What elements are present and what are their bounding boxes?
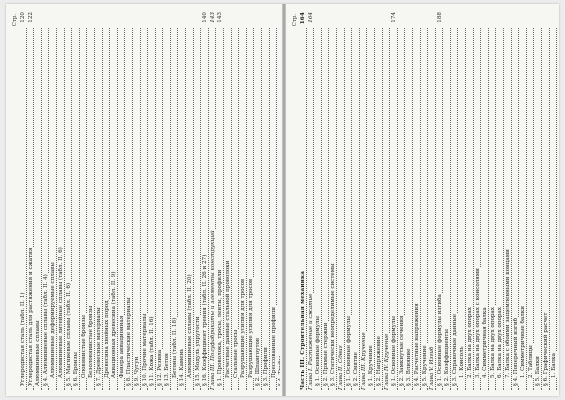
chapter-heading bbox=[384, 12, 392, 390]
toc-entry bbox=[66, 12, 74, 390]
leader-dots bbox=[261, 28, 262, 390]
toc-entry bbox=[452, 12, 460, 390]
toc-entry bbox=[323, 12, 331, 390]
toc-entry bbox=[179, 12, 187, 390]
toc-entry bbox=[172, 12, 180, 390]
toc-entry bbox=[217, 12, 225, 390]
toc-entry bbox=[50, 12, 58, 390]
toc-entry-label: § 5. Магниевые сплавы (табл. II. 6) bbox=[65, 282, 72, 386]
leader-dots bbox=[412, 28, 413, 390]
toc-entry-page: 164 bbox=[308, 12, 316, 28]
toc-entry bbox=[28, 12, 36, 390]
leader-dots bbox=[556, 28, 557, 390]
toc-entry bbox=[368, 12, 376, 390]
toc-entry bbox=[391, 12, 399, 390]
leader-dots bbox=[435, 28, 436, 390]
toc-entry-label: § 3. Влияние bbox=[406, 348, 413, 386]
leader-dots bbox=[56, 28, 57, 390]
toc-entry bbox=[20, 12, 28, 390]
toc-entry bbox=[126, 12, 134, 390]
toc-entry-label: 1. Балка bbox=[550, 353, 557, 378]
toc-entry-label: Алюминиевые сплавы bbox=[35, 320, 42, 386]
toc-entry-label: Оловянистые бронзы bbox=[80, 315, 87, 378]
toc-entry-label: 4. Симметричная балка bbox=[482, 307, 489, 378]
toc-entry-label: Глава III. Полуфабрикаты и элементы конструкций bbox=[209, 230, 216, 390]
toc-entry-label: Часть III. Строительная механика bbox=[300, 270, 306, 390]
toc-entry bbox=[315, 12, 323, 390]
toc-entry-label: § 1. Проволока, тросы, ленты, профили bbox=[217, 269, 224, 386]
leader-dots bbox=[269, 28, 270, 390]
toc-entry bbox=[543, 12, 551, 390]
leader-dots bbox=[374, 28, 375, 390]
leader-dots bbox=[223, 28, 224, 390]
toc-entry-label: § 11. Кожа (табл. II. 16) bbox=[149, 316, 156, 386]
toc-entry-label: § 5. Балки bbox=[535, 356, 542, 386]
toc-entry-page: 143 bbox=[210, 12, 218, 28]
toc-entry-label: Глава II. Сдвиг bbox=[337, 345, 344, 390]
toc-entry bbox=[240, 12, 248, 390]
leader-dots bbox=[503, 28, 504, 390]
toc-entry-page: 174 bbox=[391, 12, 399, 28]
toc-entry-label: § 4. Расчетные напряжения bbox=[413, 303, 420, 386]
toc-entry-label: Стальные тросы bbox=[232, 329, 239, 378]
toc-entry bbox=[225, 12, 233, 390]
leader-dots bbox=[541, 28, 542, 390]
toc-entry-label: Глава I. Растяжение и сжатие bbox=[307, 293, 314, 390]
toc-entry bbox=[406, 12, 414, 390]
toc-entry bbox=[505, 12, 513, 390]
leader-dots bbox=[465, 28, 466, 390]
toc-entry-label: 6. Балка на двух опорах bbox=[497, 307, 504, 378]
chapter-heading bbox=[338, 12, 346, 390]
toc-entry-label: 1. Консоль bbox=[459, 346, 466, 378]
toc-entry bbox=[233, 12, 241, 390]
toc-entry-label: § 3. Справочные данные bbox=[451, 313, 458, 386]
toc-entry-label: § 13. Бетон bbox=[164, 353, 171, 386]
toc-entry-page: 143 bbox=[217, 12, 225, 28]
leader-dots bbox=[185, 28, 186, 390]
toc-entry-label: § 1. Кручение bbox=[368, 345, 375, 386]
toc-entry-page: 164 bbox=[300, 12, 308, 28]
toc-entry bbox=[111, 12, 119, 390]
leader-dots bbox=[344, 28, 345, 390]
chapter-heading bbox=[308, 12, 316, 390]
toc-entry bbox=[134, 12, 142, 390]
toc-entry bbox=[88, 12, 96, 390]
toc-entry bbox=[414, 12, 422, 390]
toc-entry-label: § 14. Камень bbox=[179, 348, 186, 386]
toc-entry bbox=[422, 12, 430, 390]
toc-entry-label: § 8. Пластические материалы bbox=[126, 297, 133, 386]
toc-entry-label: § 10. Прочие материалы bbox=[141, 313, 148, 386]
toc-entry bbox=[255, 12, 263, 390]
left-page bbox=[8, 6, 280, 394]
chapter-heading bbox=[361, 12, 369, 390]
toc-entry-label: 2. Таблицы bbox=[527, 345, 534, 378]
toc-entry bbox=[263, 12, 271, 390]
toc-list bbox=[20, 12, 280, 390]
toc-entry-label: § 3. Профили bbox=[263, 347, 269, 386]
toc-entry bbox=[513, 12, 521, 390]
toc-entry bbox=[490, 12, 498, 390]
toc-entry-label: § 2. Смятие bbox=[353, 352, 360, 386]
toc-entry-label: § 12. Резина bbox=[156, 349, 163, 386]
toc-entry bbox=[528, 12, 536, 390]
toc-entry-label: § 2. Замкнутые сечения bbox=[398, 315, 405, 386]
toc-entry-label: § 1. Основные формулы bbox=[315, 316, 322, 386]
toc-entry-label: § 5. Кручение bbox=[421, 345, 428, 386]
leader-dots bbox=[450, 28, 451, 390]
toc-entry bbox=[467, 12, 475, 390]
toc-entry-label: § 6. Бронзы bbox=[73, 352, 80, 386]
toc-entry bbox=[58, 12, 66, 390]
toc-entry-label: 1. Симметричные балки bbox=[520, 306, 527, 378]
toc-entry bbox=[497, 12, 505, 390]
toc-entry-label: § 9. Чугун bbox=[133, 356, 140, 386]
toc-entry bbox=[202, 12, 210, 390]
leader-dots bbox=[79, 28, 80, 390]
toc-entry-label: § 2. Коэффициенты bbox=[444, 329, 451, 386]
leader-dots bbox=[162, 28, 163, 390]
toc-entry bbox=[43, 12, 51, 390]
toc-entry-label: § 1. Основные формулы изгиба bbox=[436, 294, 443, 386]
toc-entry bbox=[459, 12, 467, 390]
toc-entry-label: Глава IV. Кручение bbox=[383, 333, 390, 390]
toc-entry-label: Древесина хвойных пород bbox=[103, 300, 110, 378]
toc-entry-label: 2. Балка на двух опорах bbox=[467, 307, 474, 378]
leader-dots bbox=[170, 28, 171, 390]
leader-dots bbox=[132, 28, 133, 390]
toc-entry-label: 3. Балка на двух опорах с консолями bbox=[474, 268, 481, 378]
toc-entry bbox=[551, 12, 557, 390]
toc-entry bbox=[330, 12, 338, 390]
toc-entry bbox=[35, 12, 43, 390]
toc-entry bbox=[444, 12, 452, 390]
toc-entry-label: Глава V. Изгиб bbox=[429, 346, 436, 390]
toc-entry bbox=[535, 12, 543, 390]
toc-entry bbox=[346, 12, 354, 390]
leader-dots bbox=[533, 28, 534, 390]
toc-entry-page: 122 bbox=[28, 12, 36, 28]
right-page-rotated-content bbox=[288, 6, 557, 394]
book-spread bbox=[6, 4, 559, 396]
toc-entry bbox=[482, 12, 490, 390]
page-column-header: Стр. bbox=[12, 14, 18, 27]
leader-dots bbox=[427, 28, 428, 390]
toc-entry-label: § 7. Древесные материалы bbox=[95, 307, 102, 386]
toc-entry-label: § 1. Основные формулы bbox=[345, 316, 352, 386]
toc-entry bbox=[96, 12, 104, 390]
toc-entry-label: Прессованные профили bbox=[270, 307, 277, 378]
toc-entry bbox=[142, 12, 150, 390]
right-page bbox=[288, 6, 557, 394]
toc-entry-label: § 1. Основные формулы bbox=[391, 316, 398, 386]
leader-dots bbox=[94, 28, 95, 390]
leader-dots bbox=[336, 28, 337, 390]
toc-entry-label: Алюминиевые литейные сплавы (табл. II. 6) bbox=[57, 247, 64, 378]
toc-entry-label: Алюминиевые сплавы (табл. II. 20) bbox=[187, 274, 194, 378]
toc-entry bbox=[119, 12, 127, 390]
toc-entry bbox=[187, 12, 195, 390]
toc-entry-label: § 6. Графический расчет bbox=[543, 312, 549, 386]
toc-entry-label: § 2. Шпангоутов bbox=[255, 337, 262, 386]
toc-entry-label: Глава III. Кручение bbox=[360, 332, 367, 390]
toc-entry bbox=[104, 12, 112, 390]
chapter-heading bbox=[429, 12, 437, 390]
toc-entry bbox=[157, 12, 165, 390]
part-heading bbox=[300, 12, 308, 390]
toc-entry-label: 7. Балка с обоими защемленными концами bbox=[505, 249, 512, 378]
left-page-rotated-content bbox=[8, 6, 280, 394]
toc-entry-page: 140 bbox=[202, 12, 210, 28]
toc-entry bbox=[195, 12, 203, 390]
toc-entry-label: Углеродистая сталь (табл. II. 1) bbox=[20, 292, 26, 386]
toc-entry bbox=[271, 12, 279, 390]
toc-entry-label: § 15. Модуль упругости bbox=[194, 316, 201, 386]
toc-entry-label: Разрушающие усилия для тросов bbox=[247, 278, 254, 378]
toc-entry-page: 120 bbox=[20, 12, 28, 28]
toc-entry bbox=[278, 12, 280, 390]
toc-entry bbox=[475, 12, 483, 390]
toc-entry-label: Алюминиевые деформируемые сплавы bbox=[50, 262, 57, 378]
toc-entry bbox=[164, 12, 172, 390]
chapter-heading bbox=[210, 12, 218, 390]
toc-entry-label: § 4. Поперечный изгиб bbox=[512, 317, 519, 386]
page-column-header: Стр. bbox=[292, 14, 298, 27]
toc-entry bbox=[437, 12, 445, 390]
book-gutter bbox=[282, 4, 286, 396]
toc-entry bbox=[81, 12, 89, 390]
toc-entry bbox=[73, 12, 81, 390]
toc-entry-label: Бетоны (табл. II. 18) bbox=[171, 317, 178, 378]
toc-entry bbox=[399, 12, 407, 390]
toc-list bbox=[300, 12, 557, 390]
toc-entry-label: § 3. Статически неопределимые системы bbox=[330, 263, 337, 386]
toc-entry bbox=[353, 12, 361, 390]
toc-entry-label: Углеродистая сталь для растяжения и сжатия bbox=[27, 247, 34, 386]
toc-entry-label: § 2. Прямые стержни bbox=[322, 322, 329, 386]
toc-entry bbox=[376, 12, 384, 390]
toc-entry-label bbox=[278, 355, 280, 386]
toc-entry-label: § 16. Коэффициент трения (табл. II. 26 и 27) bbox=[202, 254, 209, 386]
toc-entry-label: Авиационная древесина (табл. II. 9) bbox=[111, 271, 118, 378]
toc-entry-label: Безоловянистые бронзы bbox=[88, 305, 95, 378]
leader-dots bbox=[359, 28, 360, 390]
toc-entry-label: 5. Балка на двух опорах bbox=[489, 307, 496, 378]
toc-entry bbox=[248, 12, 256, 390]
toc-entry-label: § 2. Напряжение bbox=[375, 336, 382, 386]
toc-entry-label: Разрушающие усилия для тросов bbox=[240, 278, 247, 378]
toc-entry-label: Фанера авиационная bbox=[118, 315, 125, 378]
toc-entry-label: § 4. Алюминиевые сплавы (табл. II. 4) bbox=[42, 274, 49, 386]
leader-dots bbox=[140, 28, 141, 390]
toc-entry-page: 188 bbox=[437, 12, 445, 28]
toc-entry bbox=[520, 12, 528, 390]
toc-entry-label: Расчетные данные стальной проволоки bbox=[225, 260, 232, 378]
toc-entry bbox=[149, 12, 157, 390]
